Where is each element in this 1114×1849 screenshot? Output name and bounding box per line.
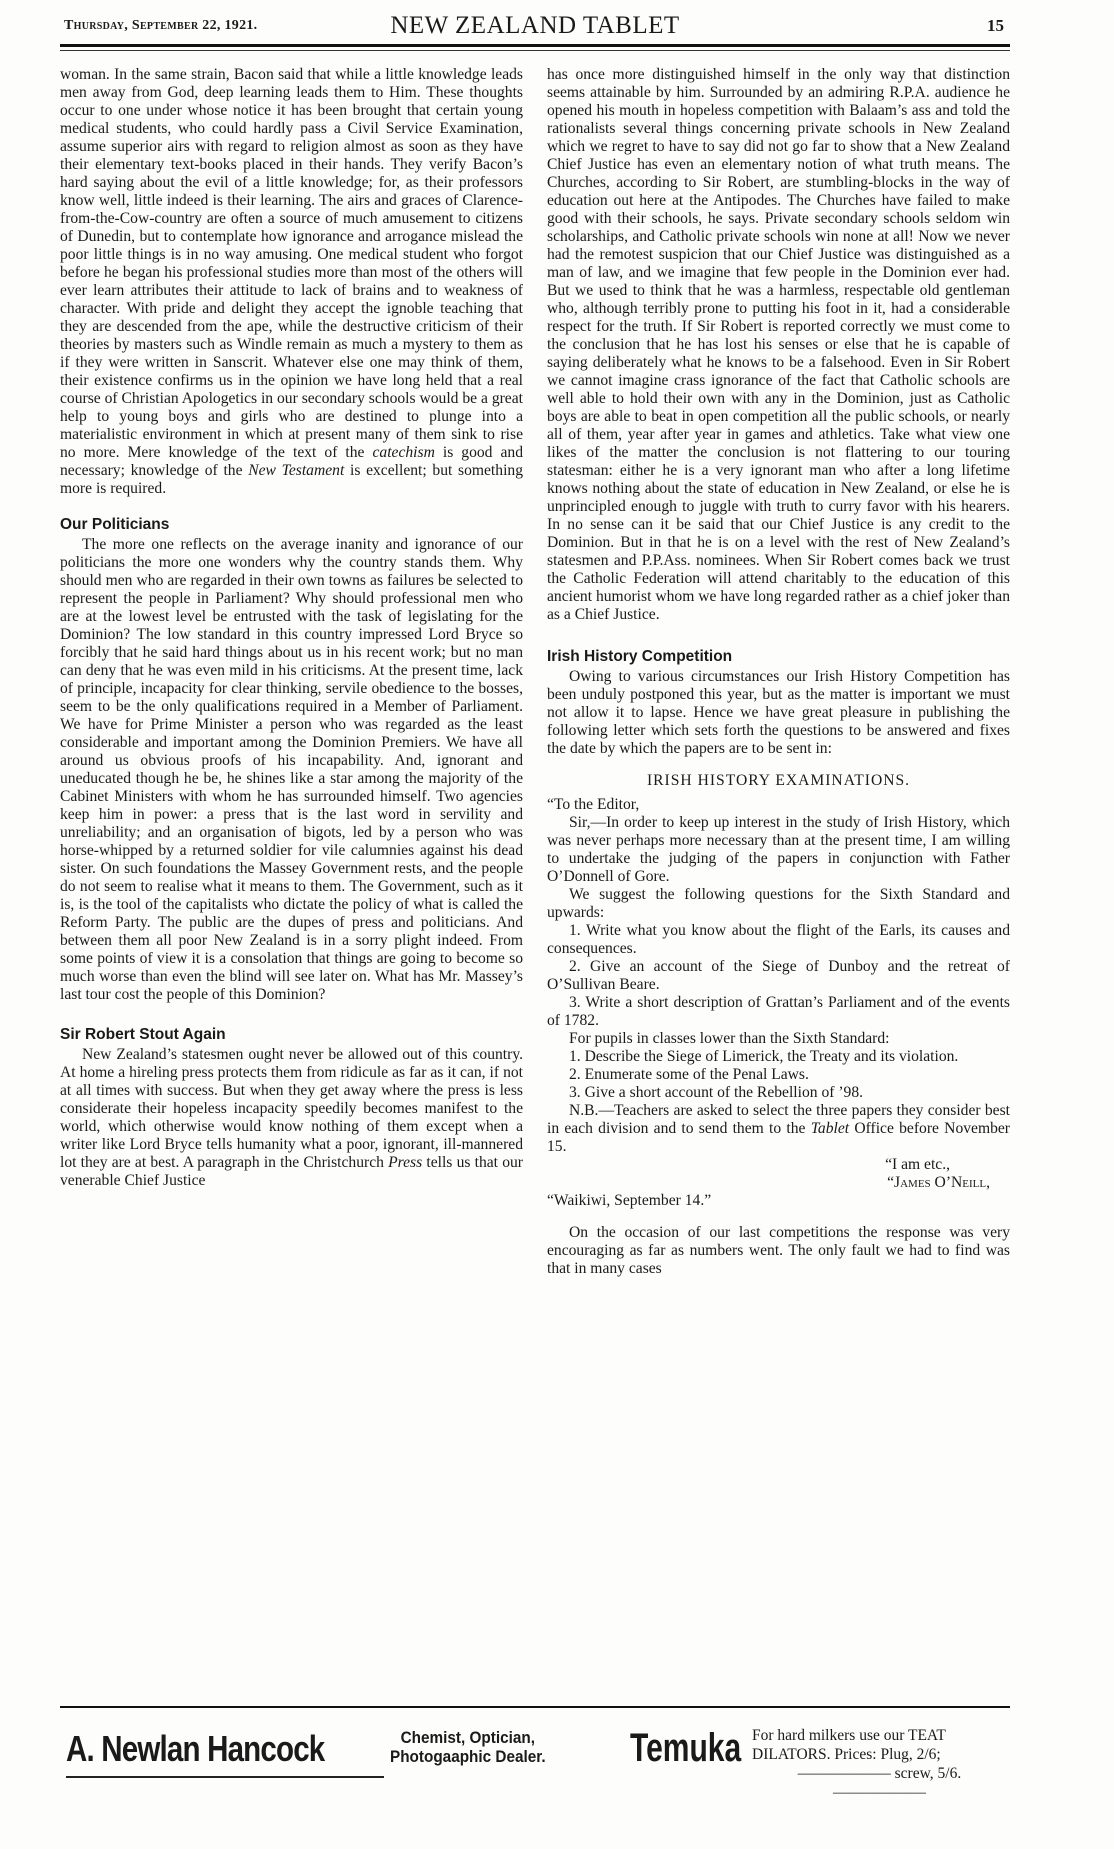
text-run: 3. Give a short account of the Rebellion of ’98. [569, 1084, 864, 1101]
politicians-text [60, 536, 523, 1004]
letter-salutation: “To the Editor, [547, 796, 640, 813]
stout-continuation-text [547, 66, 1010, 624]
ad-description-line: Photogaaphic Dealer. [390, 1747, 546, 1766]
paragraph [547, 1102, 1010, 1156]
text-run: has once more distinguished himself in the only way that distinction seems attainable by him. Surrounded by an admiring R.P.A. audience he opened his mouth in hopeless competition with Balaam’s ass and told the rationalists several things concerning private schools in New Zealand which we regret to have to say did not go far to show that a New Zealand Chief Justice has even an elementary notion of what truth means. The Churches, according to Sir Robert, are stumbling-blocks in the way of education out here at the Antipodes. The Churches have failed to make good with their schools, he says. Private secondary schools seldom win scholarships, and Catholic private schools win none at all! Now we never had the remotest suspicion that our Chief Justice was distinguished as a man of law, and we imagine that few people in the Dominion ever had. But we used to think that he was a harmless, respectable old gentleman who, although terribly prone to putting his foot in it, had a considerable respect for the truth. If Sir Robert is reported correctly we must come to the conclusion that he has lost his senses or else that he is capable of saying deliberately what he knows to be a falsehood. Even in Sir Robert we cannot imagine crass ignorance of the fact that Catholic schools are well able to hold their own with any in the Dominion, just as Catholic boys are able to beat in open competition all the public schools, or nearly all of them, year after year in games and athletics. Take what view one likes of the matter the conclusion is not flattering to our touring statesman: either he is a very ignorant man who after a long lifetime knows nothing about the state of education in New Zealand, or else he is unprincipled enough to juggle with truth to curry favor with his hearers. In no sense can it be said that our Chief Justice is any credit to the Dominion. But in that he is on a level with the rest of New Zealand’s statesmen and P.P.Ass. nominees. When Sir Robert comes back we trust the Catholic Federation will attend charitably to the education of this ancient humorist whom we have long regarded rather as a chief joker than as a Chief Justice. [547, 66, 1010, 623]
text-run: is good and necessary; knowledge of the [60, 444, 523, 479]
page-header [60, 8, 1010, 48]
paragraph [547, 66, 1010, 624]
masthead-title: NEW ZEALAND TABLET [390, 12, 680, 39]
stout-text [60, 1046, 523, 1190]
intro-text [60, 66, 523, 498]
ad-teat-line: DILATORS. Prices: Plug, 2/6; [752, 1746, 941, 1763]
text-run: 2. Give an account of the Siege of Dunboy and the retreat of O’Sullivan Beare. [547, 958, 1010, 993]
italic-text: catechism [372, 444, 435, 461]
text-run: N.B.—Teachers are asked to select the three papers they consider best in each division and to send them to the [547, 1102, 1010, 1137]
paragraph [60, 66, 523, 498]
letter-signature: “James O’Neill, [887, 1174, 990, 1191]
right-column [547, 66, 1010, 1278]
paragraph [60, 1046, 523, 1190]
ad-town: Temuka [630, 1726, 742, 1770]
text-run: 1. Write what you know about the flight of the Earls, its causes and consequences. [547, 922, 1010, 957]
paragraph [547, 994, 1010, 1030]
text-run: 1. Describe the Siege of Limerick, the Treaty and its violation. [569, 1048, 959, 1065]
section-heading: Irish History Competition [547, 648, 733, 665]
paragraph [547, 958, 1010, 994]
closing-text [547, 1224, 1010, 1278]
text-run: 2. Enumerate some of the Penal Laws. [569, 1066, 809, 1083]
paragraph [60, 536, 523, 1004]
page-number: 15 [987, 16, 1004, 35]
letter-body [547, 814, 1010, 1156]
paragraph [547, 1224, 1010, 1278]
paragraph [547, 1084, 1010, 1102]
header-rule [60, 44, 1010, 47]
ad-teat-line: —————— screw, 5/6. —————— [797, 1765, 962, 1801]
letter-title: IRISH HISTORY EXAMINATIONS. [646, 772, 911, 789]
text-run: On the occasion of our last competitions the response was very encouraging as far as numbers went. The only fault we had to find was that in many cases [547, 1224, 1010, 1277]
header-rule-thin [60, 50, 1010, 51]
text-run: tells us that our venerable Chief Justice [60, 1154, 523, 1189]
paragraph [547, 1030, 1010, 1048]
text-run: Office before November 15. [547, 1120, 1011, 1155]
paragraph [547, 668, 1010, 758]
ad-teat-price: screw, 5/6. [894, 1765, 962, 1782]
advertisement [60, 1712, 1010, 1801]
issue-date: Thursday, September 22, 1921. [64, 18, 258, 33]
text-run: The more one reflects on the average inanity and ignorance of our politicians the more one wonders why the country stands them. Why should men who are regarded in their own towns as failures be selected to represent the people in Parliament? Why should professional men who are at the lowest level be entrusted with the task of legislating for the Dominion? The low standard in this country impressed Lord Bryce so forcibly that he said hard things about us in his recent work; but no man can deny that he was even mild in his criticisms. At the present time, lack of principle, incapacity for clear thinking, servile obedience to the bosses, seem to be the only qualifications required in a Member of Parliament. We have for Prime Minister a person who was regarded as the least considerable and important among the Dominion Premiers. We have all around us obvious proofs of his incapability. And, ignorant and uneducated though he be, he shines like a star among the majority of the Cabinet Ministers with whom he has surrounded himself. Two agencies keep him in power: a press that is the last word in servility and unreliability; and an organisation of bigots, led by a person who was horse-whipped by a returned soldier for vile calumnies against his dead sister. On such foundations the Massey Government rests, and the people do not seem to realise what it means to them. The Government, such as it is, is the tool of the capitalists who dictate the policy of what is called the Reform Party. The public are the dupes of press and politicians. And between them all poor New Zealand is in a sorry plight indeed. From some points of view it is a consolation that things are going to become so much worse than even the blind will see later on. What has Mr. Massey’s last tour cost the people of this Dominion? [60, 536, 523, 1003]
text-run: woman. In the same strain, Bacon said that while a little knowledge leads men away from God, deep learning leads them to Him. These thoughts occur to one under whose notice it has been brought that certain young medical students, who could hardly pass a Civil Service Examination, assume superior airs with regard to religion almost as soon as they have their elementary text-books placed in their hands. They verify Bacon’s hard saying about the evil of a little knowledge; for, as their professors know well, little indeed is their learning. The airs and graces of Clarence-from-the-Cow-country are often a source of much amusement to citizens of Dunedin, but to contemplate how ignorance and arrogance mislead the poor little things is in no way amusing. One medical student who forgot before he began his professional studies more than most of the others will ever learn attributes their attitude to lack of brains and to weakness of character. With pride and delight they accept the ignoble teaching that they are descended from the ape, while the destructive criticism of their theories by masters such as Windle remain as much a mystery to them as if they were written in Sanscrit. Whatever else one may think of them, their existence confirms us in the opinion we have long held that a real course of Christian Apologetics in our secondary schools would be a great help to young boys and girls who are destined to plunge into a materialistic environment in which at present many of them sink to rise no more. Mere knowledge of the text of the [60, 66, 523, 461]
paragraph [547, 922, 1010, 958]
paragraph [547, 886, 1010, 922]
ad-business-name: A. Newlan Hancock [66, 1728, 325, 1769]
ad-underline [66, 1776, 384, 1778]
italic-text: New Testament [248, 462, 345, 479]
section-heading: Our Politicians [60, 516, 170, 533]
ad-description-line: Chemist, Optician, [400, 1728, 535, 1747]
paragraph [547, 814, 1010, 886]
ad-teat-line: For hard milkers use our TEAT [752, 1727, 946, 1744]
text-run: New Zealand’s statesmen ought never be allowed out of this country. At home a hireling press protects them from ridicule as far as it can, if not at all times with success. But when they get away where the press is less considerate their hopeless incapacity speedily becomes manifest to the world, which otherwise would know nothing of them except when a writer like Lord Bryce tells humanity what a poor, ignorant, ill-mannered lot they are at best. A paragraph in the Christchurch [60, 1046, 523, 1171]
text-run: Owing to various circumstances our Irish History Competition has been unduly postponed this year, but as the matter is important we must not allow it to lapse. Hence we have great pleasure in publishing the following letter which sets forth the questions to be answered and fixes the date by which the papers are to be sent in: [547, 668, 1010, 757]
paragraph [547, 1048, 1010, 1066]
text-run: Sir,—In order to keep up interest in the study of Irish History, which was never perhaps more necessary than at the present time, I am willing to undertake the judging of the papers in conjunction with Father O’Donnell of Gore. [547, 814, 1010, 885]
section-heading: Sir Robert Stout Again [60, 1026, 226, 1043]
ad-rule [60, 1706, 1010, 1708]
text-run: We suggest the following questions for the Sixth Standard and upwards: [547, 886, 1010, 921]
letter-place-date: “Waikiwi, September 14.” [547, 1192, 712, 1209]
ad-teat-dilators [752, 1726, 1007, 1802]
text-run: is excellent; but something more is required. [60, 462, 523, 497]
paragraph [547, 1066, 1010, 1084]
text-run: 3. Write a short description of Grattan’s Parliament and of the events of 1782. [547, 994, 1010, 1029]
italic-text: Tablet [810, 1120, 850, 1137]
italic-text: Press [388, 1154, 423, 1171]
competition-intro-text [547, 668, 1010, 758]
left-column [60, 66, 523, 1190]
ad-description [390, 1728, 546, 1766]
text-run: For pupils in classes lower than the Sixth Standard: [569, 1030, 890, 1047]
letter-closing: “I am etc., [885, 1156, 950, 1173]
